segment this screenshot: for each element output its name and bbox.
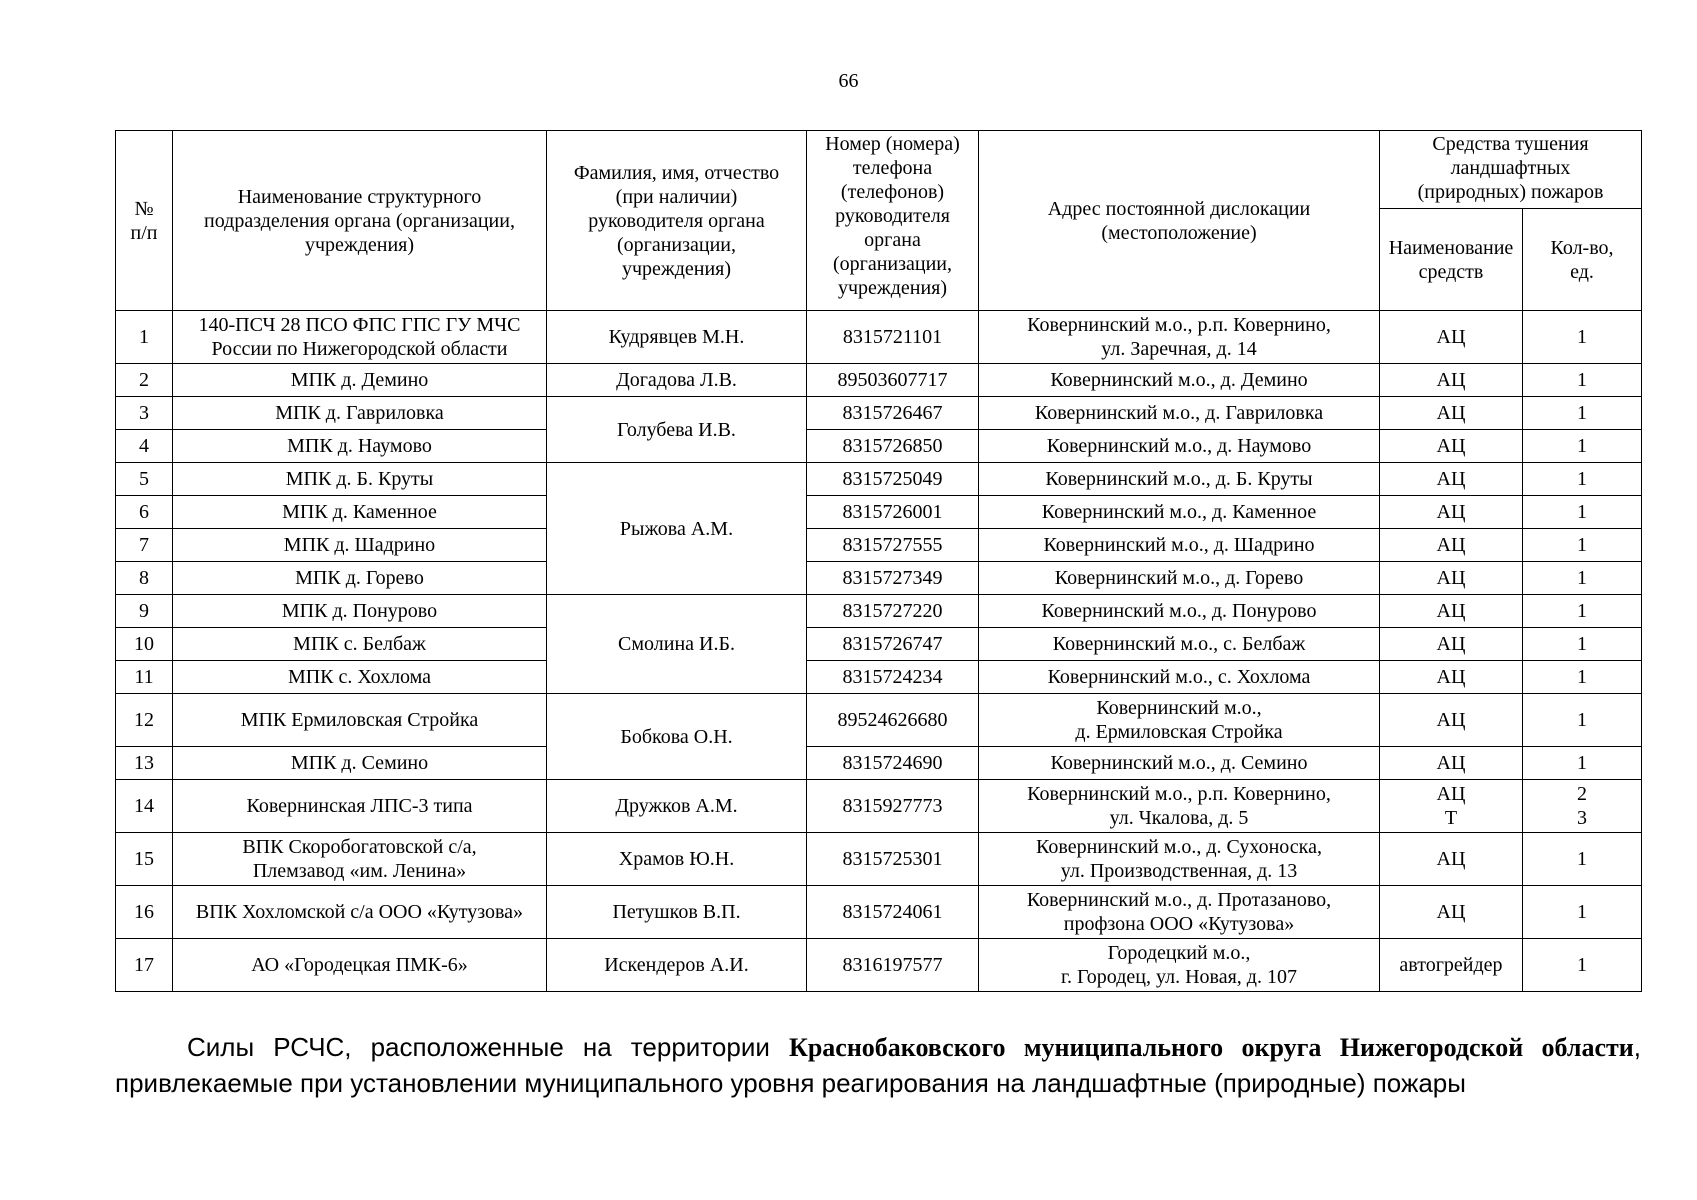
cell-qty: 1 (1523, 397, 1642, 430)
cell-num: 2 (116, 364, 173, 397)
cell-means: АЦ (1380, 833, 1523, 886)
cell-means: АЦ Т (1380, 780, 1523, 833)
cell-org: МПК с. Белбаж (173, 628, 547, 661)
cell-org: ВПК Хохломской с/а ООО «Кутузова» (173, 886, 547, 939)
cell-phone: 8316197577 (807, 939, 979, 992)
table-row (116, 833, 1642, 886)
cell-means: АЦ (1380, 364, 1523, 397)
cell-num: 11 (116, 661, 173, 694)
table-header (116, 131, 1642, 311)
cell-phone: 8315726850 (807, 430, 979, 463)
cell-phone: 8315724061 (807, 886, 979, 939)
cell-num: 13 (116, 747, 173, 780)
cell-address: Ковернинский м.о., с. Белбаж (979, 628, 1380, 661)
cell-phone: 8315724690 (807, 747, 979, 780)
cell-address: Ковернинский м.о., д. Сухоноска, ул. Производственная, д. 13 (979, 833, 1380, 886)
cell-num: 17 (116, 939, 173, 992)
cell-qty: 1 (1523, 311, 1642, 364)
cell-head: Петушков В.П. (547, 886, 807, 939)
cell-means: АЦ (1380, 496, 1523, 529)
cell-means: АЦ (1380, 529, 1523, 562)
cell-means: АЦ (1380, 628, 1523, 661)
header-means-qty: Кол-во, ед. (1523, 209, 1642, 311)
cell-means: АЦ (1380, 661, 1523, 694)
cell-phone: 8315725049 (807, 463, 979, 496)
table-row (116, 430, 1642, 463)
cell-qty: 1 (1523, 463, 1642, 496)
cell-org: МПК д. Горево (173, 562, 547, 595)
cell-address: Городецкий м.о., г. Городец, ул. Новая, д. 107 (979, 939, 1380, 992)
cell-org: ВПК Скоробогатовской с/а, Племзавод «им. Ленина» (173, 833, 547, 886)
cell-address: Ковернинский м.о., с. Хохлома (979, 661, 1380, 694)
cell-org: 140-ПСЧ 28 ПСО ФПС ГПС ГУ МЧС России по Нижегородской области (173, 311, 547, 364)
cell-means: АЦ (1380, 694, 1523, 747)
cell-phone: 89503607717 (807, 364, 979, 397)
cell-head: Кудрявцев М.Н. (547, 311, 807, 364)
page-number: 66 (838, 70, 859, 92)
cell-address: Ковернинский м.о., д. Горево (979, 562, 1380, 595)
cell-phone: 8315726467 (807, 397, 979, 430)
cell-address: Ковернинский м.о., д. Демино (979, 364, 1380, 397)
header-head: Фамилия, имя, отчество (при наличии) руководителя органа (организации, учреждения) (547, 131, 807, 311)
cell-num: 3 (116, 397, 173, 430)
table-row (116, 747, 1642, 780)
cell-qty: 1 (1523, 628, 1642, 661)
cell-num: 8 (116, 562, 173, 595)
cell-qty: 1 (1523, 364, 1642, 397)
cell-org: АО «Городецкая ПМК-6» (173, 939, 547, 992)
table-row (116, 311, 1642, 364)
table-row (116, 595, 1642, 628)
cell-address: Ковернинский м.о., р.п. Ковернино, ул. Чкалова, д. 5 (979, 780, 1380, 833)
cell-org: МПК д. Понурово (173, 595, 547, 628)
cell-means: АЦ (1380, 311, 1523, 364)
cell-head: Смолина И.Б. (547, 595, 807, 694)
cell-org: МПК Ермиловская Стройка (173, 694, 547, 747)
table-row (116, 364, 1642, 397)
cell-means: АЦ (1380, 747, 1523, 780)
cell-qty: 1 (1523, 529, 1642, 562)
cell-head: Храмов Ю.Н. (547, 833, 807, 886)
cell-num: 12 (116, 694, 173, 747)
cell-means: АЦ (1380, 595, 1523, 628)
cell-qty: 1 (1523, 886, 1642, 939)
cell-num: 14 (116, 780, 173, 833)
cell-org: МПК д. Шадрино (173, 529, 547, 562)
cell-num: 1 (116, 311, 173, 364)
header-means-group: Средства тушения ландшафтных (природных) пожаров (1380, 131, 1642, 209)
cell-phone: 8315726001 (807, 496, 979, 529)
intro-region-name: Краснобаковского муниципального округа Нижегородской области (788, 1033, 1634, 1062)
cell-phone: 8315727220 (807, 595, 979, 628)
cell-num: 10 (116, 628, 173, 661)
cell-head: Догадова Л.В. (547, 364, 807, 397)
cell-phone: 8315727349 (807, 562, 979, 595)
table-row (116, 661, 1642, 694)
cell-num: 15 (116, 833, 173, 886)
header-phone: Номер (номера) телефона (телефонов) руководителя органа (организации, учреждения) (807, 131, 979, 311)
cell-phone: 8315725301 (807, 833, 979, 886)
cell-phone: 8315724234 (807, 661, 979, 694)
cell-head: Рыжова А.М. (547, 463, 807, 595)
intro-text-before: Силы РСЧС, расположенные на территории (187, 1032, 789, 1062)
table-row (116, 496, 1642, 529)
cell-qty: 1 (1523, 661, 1642, 694)
cell-org: МПК д. Б. Круты (173, 463, 547, 496)
header-means-name: Наименование средств (1380, 209, 1523, 311)
cell-means: АЦ (1380, 397, 1523, 430)
cell-qty: 1 (1523, 430, 1642, 463)
cell-address: Ковернинский м.о., д. Протазаново, профзона ООО «Кутузова» (979, 886, 1380, 939)
cell-means: АЦ (1380, 430, 1523, 463)
cell-address: Ковернинский м.о., д. Понурово (979, 595, 1380, 628)
table-row (116, 694, 1642, 747)
cell-address: Ковернинский м.о., р.п. Ковернино, ул. Заречная, д. 14 (979, 311, 1380, 364)
cell-org: МПК д. Демино (173, 364, 547, 397)
cell-head: Голубева И.В. (547, 397, 807, 463)
cell-head: Дружков А.М. (547, 780, 807, 833)
cell-qty: 2 3 (1523, 780, 1642, 833)
section-intro-paragraph (115, 1030, 1641, 1102)
cell-org: МПК д. Наумово (173, 430, 547, 463)
cell-means: АЦ (1380, 886, 1523, 939)
cell-address: Ковернинский м.о., д. Семино (979, 747, 1380, 780)
table-row (116, 397, 1642, 430)
table-row (116, 780, 1642, 833)
cell-means: АЦ (1380, 562, 1523, 595)
cell-phone: 8315927773 (807, 780, 979, 833)
cell-address: Ковернинский м.о., д. Наумово (979, 430, 1380, 463)
cell-num: 4 (116, 430, 173, 463)
cell-qty: 1 (1523, 562, 1642, 595)
cell-qty: 1 (1523, 833, 1642, 886)
cell-address: Ковернинский м.о., д. Каменное (979, 496, 1380, 529)
cell-phone: 8315726747 (807, 628, 979, 661)
cell-num: 16 (116, 886, 173, 939)
intro-text-after: , привлекаемые при установлении муниципального уровня реагирования на ландшафтные (природные) пожары (115, 1032, 1641, 1098)
table-row (116, 628, 1642, 661)
cell-phone: 8315727555 (807, 529, 979, 562)
cell-address: Ковернинский м.о., д. Гавриловка (979, 397, 1380, 430)
table-body (116, 311, 1642, 992)
cell-address: Ковернинский м.о., д. Ермиловская Стройка (979, 694, 1380, 747)
header-address: Адрес постоянной дислокации (местоположение) (979, 131, 1380, 311)
header-org: Наименование структурного подразделения органа (организации, учреждения) (173, 131, 547, 311)
cell-num: 6 (116, 496, 173, 529)
cell-address: Ковернинский м.о., д. Б. Круты (979, 463, 1380, 496)
table-row (116, 562, 1642, 595)
cell-qty: 1 (1523, 747, 1642, 780)
cell-phone: 8315721101 (807, 311, 979, 364)
cell-org: МПК с. Хохлома (173, 661, 547, 694)
fire-forces-table (115, 130, 1642, 992)
cell-phone: 89524626680 (807, 694, 979, 747)
cell-address: Ковернинский м.о., д. Шадрино (979, 529, 1380, 562)
table-row (116, 463, 1642, 496)
cell-means: автогрейдер (1380, 939, 1523, 992)
table-row (116, 529, 1642, 562)
cell-org: МПК д. Гавриловка (173, 397, 547, 430)
cell-head: Бобкова О.Н. (547, 694, 807, 780)
cell-org: МПК д. Семино (173, 747, 547, 780)
cell-qty: 1 (1523, 694, 1642, 747)
cell-num: 7 (116, 529, 173, 562)
cell-org: Ковернинская ЛПС-3 типа (173, 780, 547, 833)
cell-means: АЦ (1380, 463, 1523, 496)
table-row (116, 886, 1642, 939)
header-num: № п/п (116, 131, 173, 311)
cell-qty: 1 (1523, 595, 1642, 628)
cell-num: 9 (116, 595, 173, 628)
cell-org: МПК д. Каменное (173, 496, 547, 529)
cell-head: Искендеров А.И. (547, 939, 807, 992)
table-row (116, 939, 1642, 992)
cell-qty: 1 (1523, 939, 1642, 992)
cell-qty: 1 (1523, 496, 1642, 529)
cell-num: 5 (116, 463, 173, 496)
